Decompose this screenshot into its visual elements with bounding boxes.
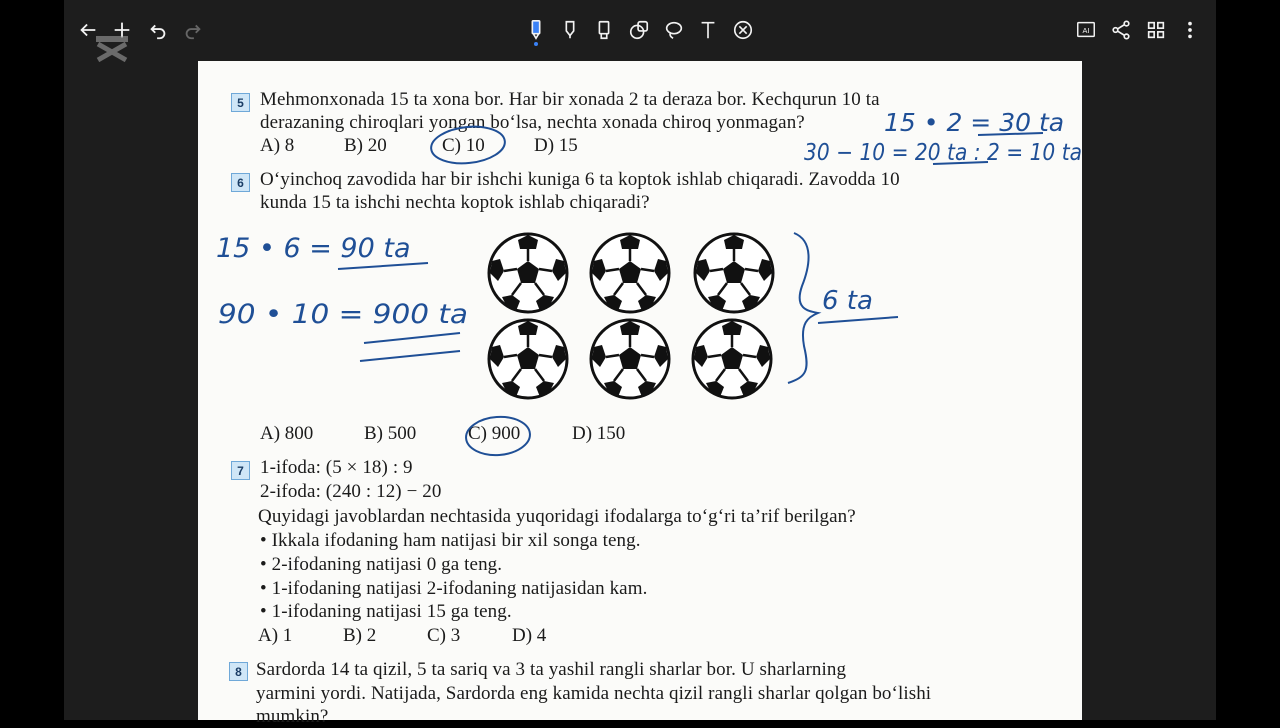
ball bbox=[489, 320, 567, 398]
soccer-balls-illustration bbox=[488, 231, 788, 403]
option-a: A) 8 bbox=[260, 135, 295, 156]
more-icon[interactable] bbox=[1174, 14, 1206, 46]
question-number-badge: 6 bbox=[231, 173, 250, 192]
option-b: B) 2 bbox=[343, 625, 377, 646]
app-watermark-icon bbox=[94, 30, 130, 62]
marker-icon[interactable] bbox=[554, 14, 586, 46]
statement-bullet: • 1-ifodaning natijasi 15 ga teng. bbox=[260, 601, 512, 622]
active-tool-dot bbox=[534, 42, 538, 46]
option-d: D) 15 bbox=[534, 135, 578, 156]
handwriting-text: 15 • 2 = 30 ta bbox=[884, 108, 1065, 137]
ai-label: AI bbox=[1082, 26, 1090, 36]
undo-icon[interactable] bbox=[142, 14, 174, 46]
handwriting-text: 6 ta bbox=[822, 286, 873, 316]
question-number-badge: 7 bbox=[231, 461, 250, 480]
document-page[interactable] bbox=[198, 61, 1082, 727]
question-text: kunda 15 ta ishchi nechta koptok ishlab chiqaradi? bbox=[260, 192, 650, 213]
ball bbox=[695, 234, 773, 312]
question-text: mumkin? bbox=[256, 706, 329, 727]
expression-1: 1-ifoda: (5 × 18) : 9 bbox=[260, 457, 413, 478]
statement-bullet: • 2-ifodaning natijasi 0 ga teng. bbox=[260, 554, 503, 575]
brace-mark bbox=[788, 233, 818, 383]
lasso-icon[interactable] bbox=[658, 14, 690, 46]
option-d: D) 150 bbox=[572, 423, 626, 444]
expression-2: 2-ifoda: (240 : 12) − 20 bbox=[260, 481, 442, 502]
ball bbox=[591, 320, 669, 398]
question-text: derazaning chiroqlari yongan bo‘lsa, nechta xonada chiroq yonmagan? bbox=[260, 112, 805, 133]
share-icon[interactable] bbox=[1105, 14, 1137, 46]
ball bbox=[489, 234, 567, 312]
statement-bullet: • 1-ifodaning natijasi 2-ifodaning natijasidan kam. bbox=[260, 578, 648, 599]
question-number-badge: 8 bbox=[229, 662, 248, 681]
grid-icon[interactable] bbox=[1140, 14, 1172, 46]
handwriting-text: 90 • 10 = 900 ta bbox=[218, 299, 468, 330]
option-b: B) 500 bbox=[364, 423, 417, 444]
option-c: C) 3 bbox=[427, 625, 461, 646]
option-a: A) 1 bbox=[258, 625, 293, 646]
question-text: O‘yinchoq zavodida har bir ishchi kuniga 6 ta koptok ishlab chiqaradi. Zavodda 10 bbox=[260, 169, 900, 190]
handwriting-text: 15 • 6 = 90 ta bbox=[216, 233, 411, 264]
option-d: D) 4 bbox=[512, 625, 547, 646]
option-b: B) 20 bbox=[344, 135, 387, 156]
shape-icon[interactable] bbox=[623, 14, 655, 46]
option-c: C) 900 bbox=[468, 423, 521, 444]
top-toolbar bbox=[64, 0, 1216, 60]
eraser-icon[interactable] bbox=[727, 14, 759, 46]
statement-bullet: • Ikkala ifodaning ham natijasi bir xil songa teng. bbox=[260, 530, 641, 551]
option-a: A) 800 bbox=[260, 423, 314, 444]
ai-icon[interactable] bbox=[1070, 14, 1102, 46]
text-icon[interactable] bbox=[692, 14, 724, 46]
highlighter-icon[interactable] bbox=[588, 14, 620, 46]
option-c: C) 10 bbox=[442, 135, 485, 156]
redo-icon[interactable] bbox=[177, 14, 209, 46]
question-text: Mehmonxonada 15 ta xona bor. Har bir xonada 2 ta deraza bor. Kechqurun 10 ta bbox=[260, 89, 880, 110]
question-text: yarmini yordi. Natijada, Sardorda eng kamida nechta qizil rangli sharlar qolgan bo‘lishi bbox=[256, 683, 932, 704]
question-text: Quyidagi javoblardan nechtasida yuqoridagi ifodalarga to‘g‘ri ta’rif berilgan? bbox=[258, 506, 856, 527]
ball bbox=[591, 234, 669, 312]
question-number-badge: 5 bbox=[231, 93, 250, 112]
question-text: Sardorda 14 ta qizil, 5 ta sariq va 3 ta yashil rangli sharlar bor. U sharlarning bbox=[256, 659, 847, 680]
ball bbox=[693, 320, 771, 398]
handwriting-text: 30 − 10 = 20 ta : 2 = 10 ta bbox=[804, 140, 1082, 166]
